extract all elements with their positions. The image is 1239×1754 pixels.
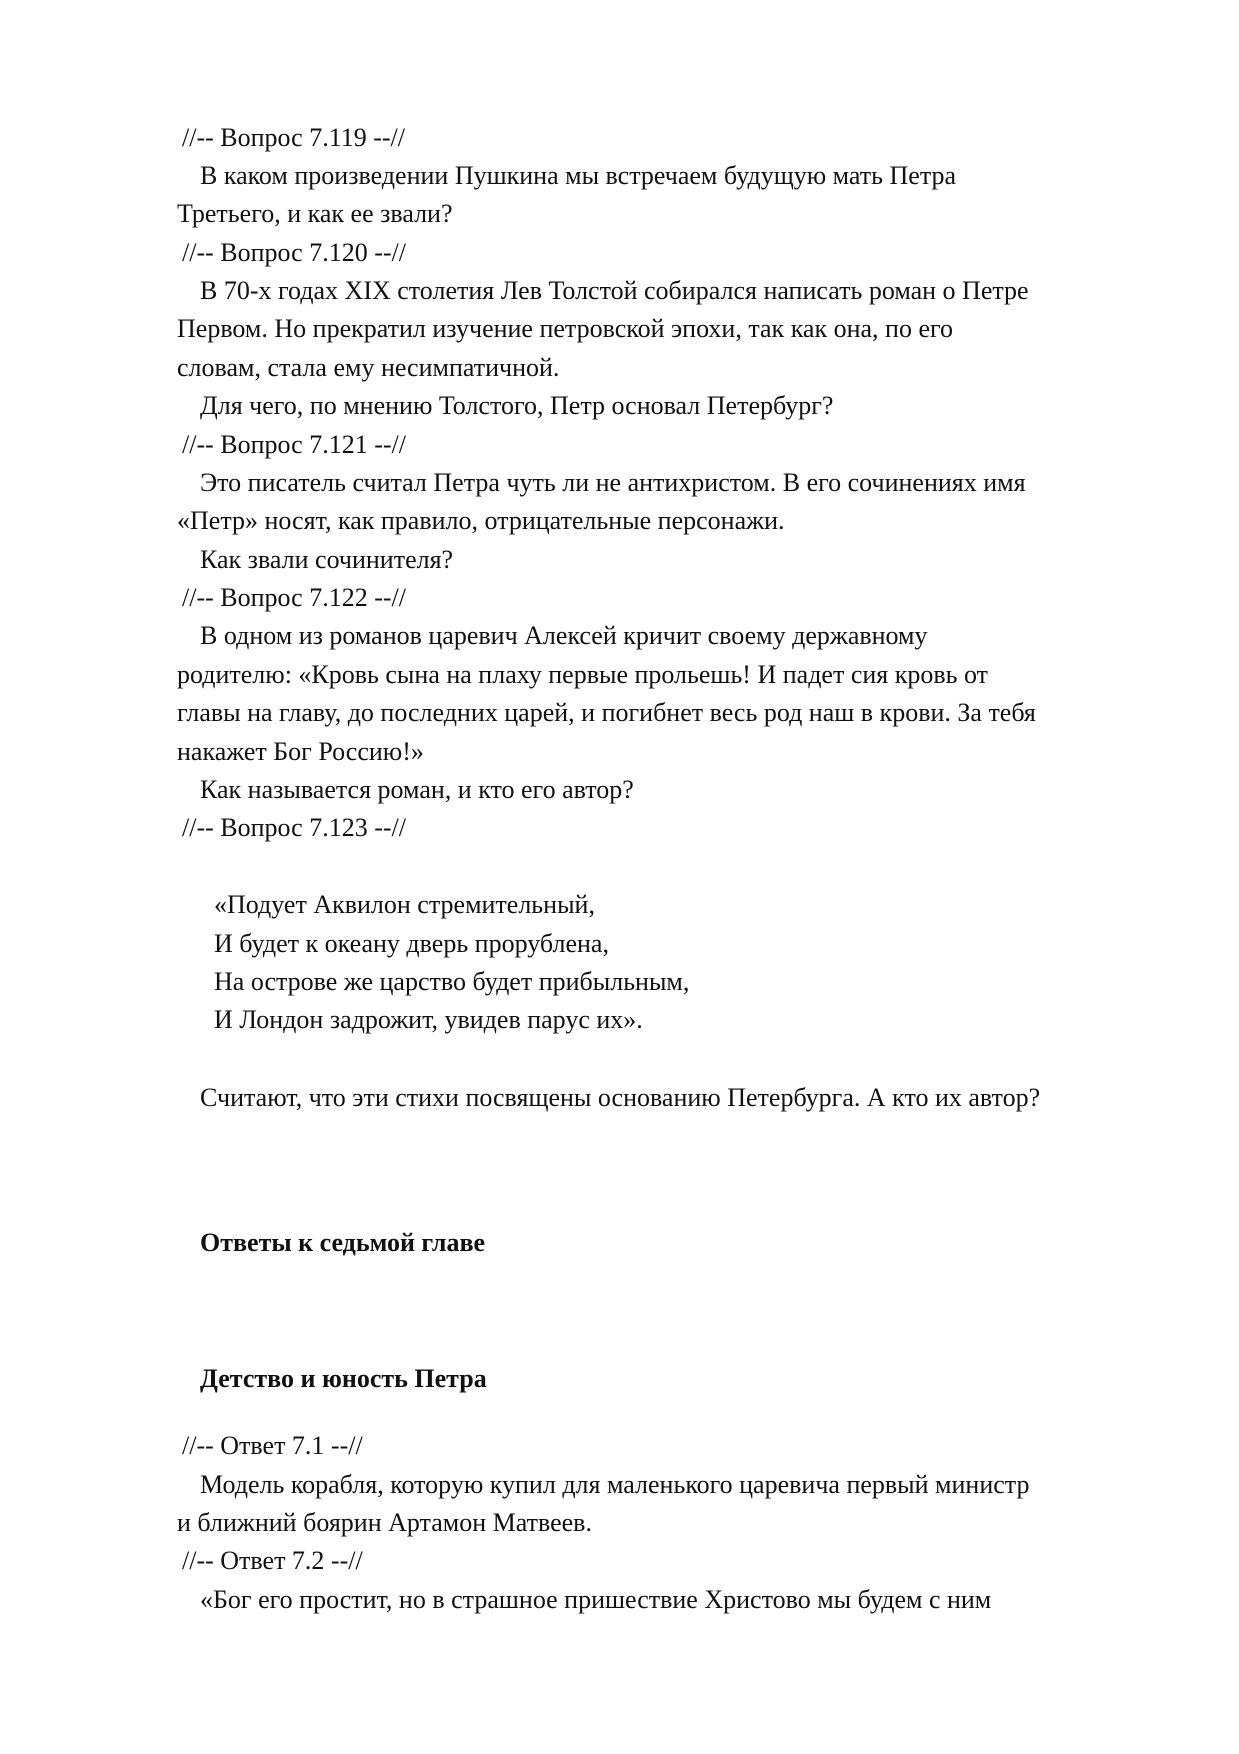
answer-marker: //-- Ответ 7.1 --// xyxy=(182,1431,363,1460)
verse-line: И будет к океану дверь прорублена, xyxy=(214,929,609,958)
text-line: Модель корабля, которую купил для маленького царевича первый министр xyxy=(200,1470,1030,1499)
verse-line: На острове же царство будет прибыльным, xyxy=(214,967,690,996)
text-line: «Бог его простит, но в страшное пришествие Христово мы будем с ним xyxy=(200,1585,992,1614)
section-heading: Детство и юность Петра xyxy=(200,1364,487,1393)
verse-line: «Подует Аквилон стремительный, xyxy=(214,890,595,919)
text-line: главы на главу, до последних царей, и погибнет весь род наш в крови. За тебя xyxy=(177,698,1036,727)
question-marker: //-- Вопрос 7.120 --// xyxy=(182,238,406,267)
answer-marker: //-- Ответ 7.2 --// xyxy=(182,1546,363,1575)
text-line: Это писатель считал Петра чуть ли не антихристом. В его сочинениях имя xyxy=(200,468,1026,497)
text-line: накажет Бог Россию!» xyxy=(177,737,424,766)
text-line: Третьего, и как ее звали? xyxy=(177,199,453,228)
text-line: Первом. Но прекратил изучение петровской эпохи, так как она, по его xyxy=(177,314,954,343)
chapter-heading: Ответы к седьмой главе xyxy=(200,1228,486,1257)
text-line: В одном из романов царевич Алексей кричит своему державному xyxy=(200,621,928,650)
verse-line: И Лондон задрожит, увидев парус их». xyxy=(214,1005,643,1034)
text-line: Для чего, по мнению Толстого, Петр основал Петербург? xyxy=(200,391,834,420)
text-line: Как называется роман, и кто его автор? xyxy=(200,775,634,804)
text-line: В каком произведении Пушкина мы встречаем будущую мать Петра xyxy=(200,161,957,190)
text-line: «Петр» носят, как правило, отрицательные персонажи. xyxy=(177,506,785,535)
text-line: Считают, что эти стихи посвящены основанию Петербурга. А кто их автор? xyxy=(200,1083,1041,1112)
question-marker: //-- Вопрос 7.122 --// xyxy=(182,583,406,612)
question-marker: //-- Вопрос 7.123 --// xyxy=(182,813,406,842)
text-line: Как звали сочинителя? xyxy=(200,545,454,574)
question-marker: //-- Вопрос 7.121 --// xyxy=(182,430,406,459)
text-line: родителю: «Кровь сына на плаху первые прольешь! И падет сия кровь от xyxy=(177,660,989,689)
text-line: и ближний боярин Артамон Матвеев. xyxy=(177,1508,592,1537)
text-line: словам, стала ему несимпатичной. xyxy=(177,353,560,382)
question-marker: //-- Вопрос 7.119 --// xyxy=(182,123,406,152)
text-line: В 70-х годах XIX столетия Лев Толстой собирался написать роман о Петре xyxy=(200,276,1029,305)
